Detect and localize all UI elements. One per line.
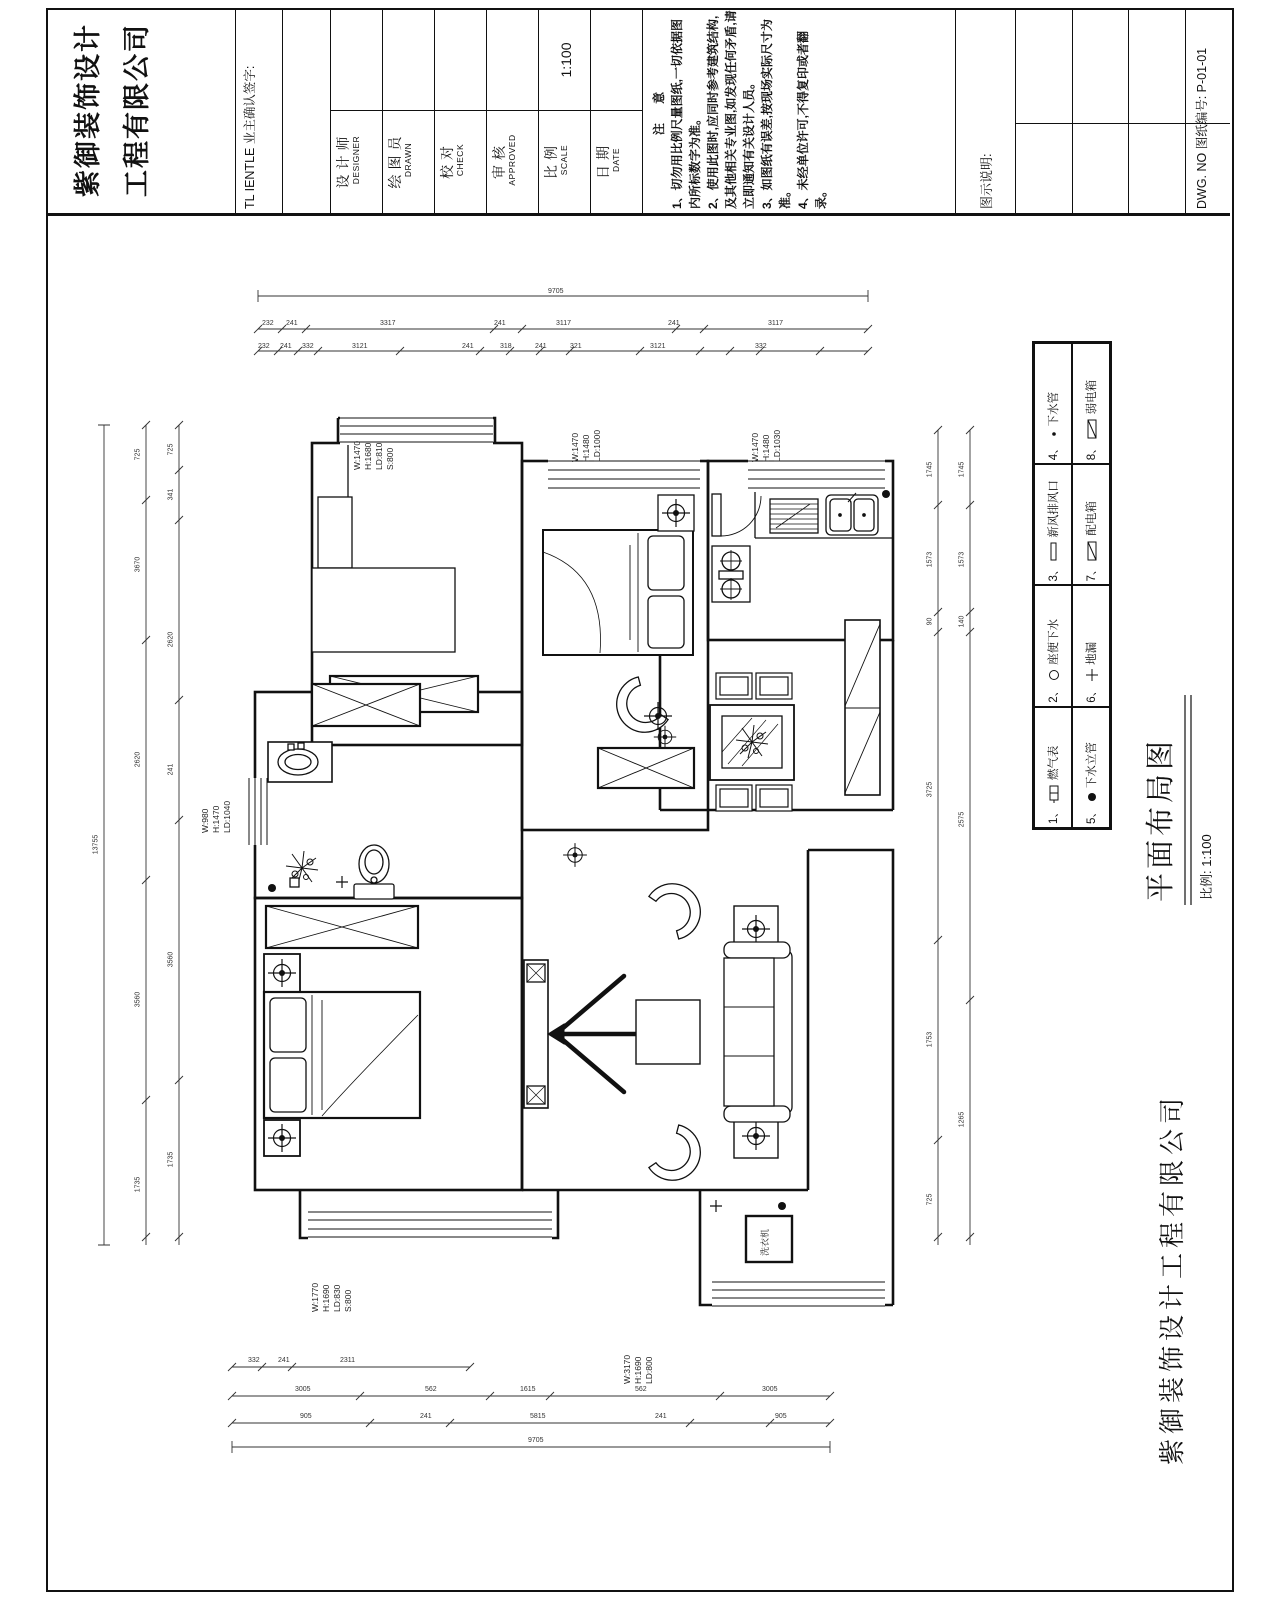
dim-label: 3005 (762, 1386, 778, 1393)
dim-label: 3317 (380, 320, 396, 327)
dim-label: 1615 (520, 1386, 536, 1393)
dim-label: 3005 (295, 1386, 311, 1393)
dim-label: 2620 (134, 751, 142, 768)
field-date: 日期 DATE (595, 141, 621, 179)
titleblock-divider (1072, 10, 1073, 215)
weak-current-box-icon (1085, 417, 1098, 439)
dim-label: 3121 (650, 343, 666, 350)
field-approved: 审核 APPROVED (491, 134, 517, 186)
dim-label: 5815 (530, 1413, 546, 1420)
note-item: 2、使用此图时,应同时参考建筑结构,及其他相关专业图,如发现任何矛盾,请立即通知有关设计人员。 (706, 10, 756, 209)
titleblock-divider (330, 10, 331, 215)
dim-label: 905 (775, 1413, 787, 1420)
dim-label: 2620 (167, 631, 175, 648)
notes-title: 注 意 (652, 83, 666, 136)
dim-label: 1735 (167, 1151, 175, 1168)
dim-label: 3117 (556, 320, 572, 327)
dim-label: 232 (258, 343, 270, 350)
notes-block (650, 10, 948, 209)
legend-box (1032, 341, 1112, 830)
washing-machine-label: 洗衣机 (760, 1228, 770, 1256)
drain-pipe-icon (1047, 429, 1060, 439)
field-check: 校对 CHECK (439, 141, 465, 179)
dim-label: 725 (134, 448, 142, 461)
field-scale: 比例 SCALE (543, 141, 569, 179)
distribution-box-icon (1085, 539, 1098, 561)
dim-label: 725 (926, 1193, 934, 1206)
window-tag: W:1470 H:1680 LD:810 S:800 (352, 440, 395, 470)
dim-label: 2575 (958, 811, 966, 828)
dim-label: 332 (302, 343, 314, 350)
dim-label: 318 (500, 343, 512, 350)
toilet-drain-icon (1047, 668, 1060, 682)
titleblock-divider (955, 10, 956, 215)
company-title (64, 15, 214, 205)
titleblock-divider (538, 10, 539, 215)
dim-label: 90 (926, 617, 934, 626)
dim-label: 241 (494, 320, 506, 327)
dim-label: 241 (535, 343, 547, 350)
dim-label: 3121 (352, 343, 368, 350)
dim-label: 2311 (340, 1357, 356, 1364)
note-item: 4、未经单位许可,不得复印或者翻录。 (796, 30, 828, 209)
dim-label: 1573 (958, 551, 966, 568)
dim-label: 3725 (926, 781, 934, 798)
titleblock-divider (1185, 10, 1186, 215)
field-designer: 设计师 DESIGNER (335, 131, 361, 189)
dim-label: 1745 (958, 461, 966, 478)
legend-item-3: 3、 新风排风口 (1034, 464, 1072, 585)
dim-label: 241 (420, 1413, 432, 1420)
titleblock-divider (382, 10, 383, 215)
window-tag: W:3170 H:1690 LD:800 (622, 1354, 654, 1384)
dim-label: 905 (300, 1413, 312, 1420)
dim-label: 3560 (167, 951, 175, 968)
titleblock-divider (1015, 10, 1016, 215)
dim-label: 241 (668, 320, 680, 327)
owner-signature-label: TL IENTLE 业主确认签字: (243, 65, 257, 209)
company-name-line2: 工程有限公司 (121, 23, 152, 197)
fresh-air-vent-icon (1047, 541, 1060, 561)
dim-label: 562 (635, 1386, 647, 1393)
gas-meter-icon (1047, 783, 1060, 803)
legend-item-2: 2、 座便下水 (1034, 586, 1072, 707)
dim-label: 321 (570, 343, 582, 350)
dim-label: 3670 (134, 556, 142, 573)
legend-note-label: 图示说明: (979, 153, 994, 209)
dim-label: 241 (286, 320, 298, 327)
dim-label: 241 (462, 343, 474, 350)
dim-label: 241 (278, 1357, 290, 1364)
legend-item-5: 5、 下水立管 (1072, 707, 1110, 828)
dim-label: 241 (167, 763, 175, 776)
window-tag: W:1470 H:1480 LD:1030 (750, 429, 782, 462)
company-name-line1: 紫御装饰设计 (73, 23, 103, 197)
window-tag: W:1770 H:1690 LD:830 S:800 (310, 1282, 353, 1312)
dim-label: 562 (425, 1386, 437, 1393)
note-item: 1、切勿用比例尺量图纸,一切依据图内所标数字为准。 (670, 18, 702, 209)
drawing-title: 平面布局图 (1145, 736, 1177, 902)
dim-label: 9705 (548, 288, 564, 295)
titleblock-divider (1128, 10, 1129, 215)
dim-label: 1573 (926, 551, 934, 568)
legend-item-8: 8、 弱电箱 (1072, 343, 1110, 464)
company-footer: 紫御装饰设计工程有限公司 (1157, 1092, 1187, 1465)
dim-label: 332 (755, 343, 767, 350)
titleblock-divider (235, 10, 236, 215)
titleblock-divider (590, 10, 591, 215)
dim-label: 1265 (958, 1111, 966, 1128)
dim-label: 1735 (134, 1176, 142, 1193)
dim-label: 725 (167, 443, 175, 456)
titleblock-divider (434, 10, 435, 215)
titleblock-divider (282, 10, 283, 215)
dim-label: 341 (167, 488, 175, 501)
dim-label: 241 (655, 1413, 667, 1420)
scale-value: 1:100 (558, 42, 574, 78)
dim-label: 13755 (92, 834, 100, 855)
dim-label: 9705 (528, 1437, 544, 1444)
window-tag: W:980 H:1470 LD:1040 (200, 800, 232, 833)
titleblock-divider (486, 10, 487, 215)
drain-riser-icon (1085, 791, 1098, 803)
legend-item-6: 6、 地漏 (1072, 586, 1110, 707)
titleblock-divider (642, 10, 643, 215)
legend-item-7: 7、 配电箱 (1072, 464, 1110, 585)
dim-label: 1745 (926, 461, 934, 478)
dim-label: 3560 (134, 991, 142, 1008)
dwg-number: DWG. NO 图纸编号: P-01-01 (1195, 47, 1209, 209)
floor-drain-icon (1085, 668, 1098, 682)
dim-label: 241 (280, 343, 292, 350)
legend-item-1: 1、 燃气表 (1034, 707, 1072, 828)
window-tag: W:1470 H:1480 LD:1000 (570, 429, 602, 462)
dim-label: 1753 (926, 1031, 934, 1048)
dim-label: 140 (958, 615, 966, 628)
legend-item-4: 4、 下水管 (1034, 343, 1072, 464)
titleblock-bottom-rule (46, 213, 1230, 216)
drawing-scale: 比例: 1:100 (1199, 834, 1214, 900)
field-drawn: 绘图员 DRAWN (387, 131, 413, 189)
dim-label: 3117 (768, 320, 784, 327)
dim-label: 232 (262, 320, 274, 327)
note-item: 3、如图纸有误差,按现场实际尺寸为准。 (760, 18, 792, 209)
dim-label: 332 (248, 1357, 260, 1364)
